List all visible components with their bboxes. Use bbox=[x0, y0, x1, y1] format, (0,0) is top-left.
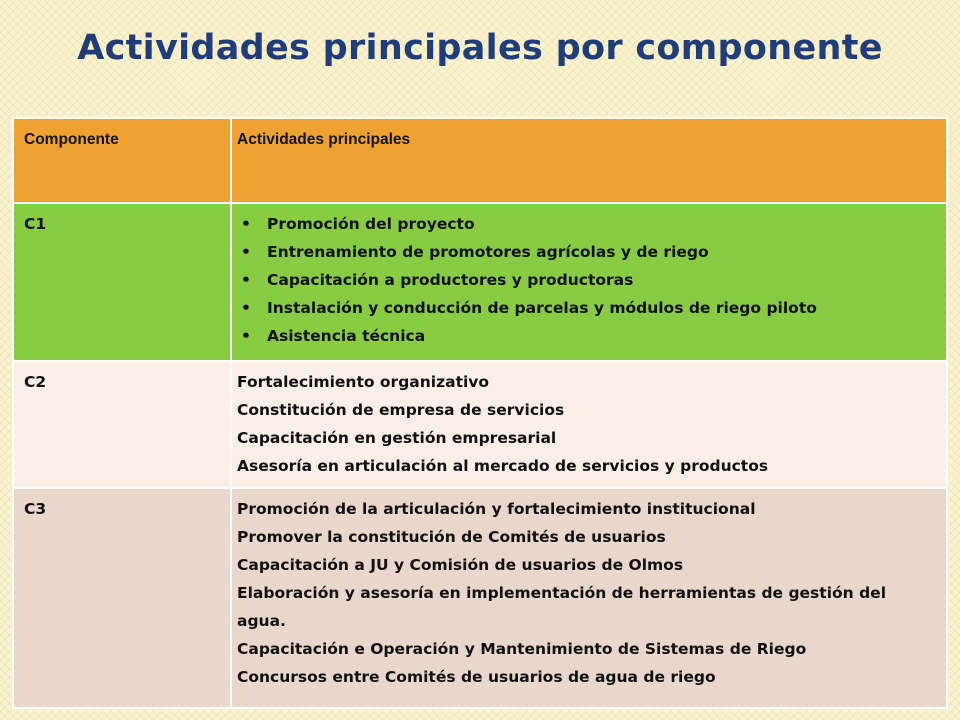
bullet-icon: • bbox=[241, 271, 251, 289]
list-item: • Capacitación a productores y productoras bbox=[237, 266, 938, 294]
component-cell: C3 bbox=[13, 488, 231, 708]
list-item: • Instalación y conducción de parcelas y módulos de riego piloto bbox=[237, 294, 938, 322]
activity-line: Promoción de la articulación y fortalecimiento institucional bbox=[237, 500, 756, 518]
activities-cell bbox=[231, 203, 947, 361]
activity-line: Capacitación e Operación y Mantenimiento de Sistemas de Riego bbox=[237, 640, 807, 658]
activity-line: Elaboración y asesoría en implementación de herramientas de gestión del agua. bbox=[237, 584, 887, 630]
header-component: Componente bbox=[13, 118, 231, 203]
header-activities: Actividades principales bbox=[231, 118, 947, 203]
activities-cell bbox=[231, 488, 947, 708]
list-item: • Asistencia técnica bbox=[237, 322, 938, 350]
activity-line: Concursos entre Comités de usuarios de agua de riego bbox=[237, 668, 716, 686]
bullet-icon: • bbox=[241, 243, 251, 261]
component-cell: C1 bbox=[13, 203, 231, 361]
table-row bbox=[13, 203, 947, 361]
activities-cell bbox=[231, 361, 947, 488]
bullet-icon: • bbox=[241, 215, 251, 233]
activity-line: Constitución de empresa de servicios bbox=[237, 401, 565, 419]
activities-table bbox=[12, 117, 948, 709]
list-item: • Entrenamiento de promotores agrícolas y de riego bbox=[237, 238, 938, 266]
activity-line: Asesoría en articulación al mercado de servicios y productos bbox=[237, 457, 769, 475]
activities-list bbox=[237, 210, 938, 350]
activity-line: Capacitación a JU y Comisión de usuarios de Olmos bbox=[237, 556, 684, 574]
bullet-icon: • bbox=[241, 299, 251, 317]
slide-title: Actividades principales por componente bbox=[77, 28, 883, 68]
activity-line: Fortalecimiento organizativo bbox=[237, 373, 490, 391]
table-row bbox=[13, 361, 947, 488]
table-header-row bbox=[13, 118, 947, 203]
bullet-icon: • bbox=[241, 327, 251, 345]
table-row bbox=[13, 488, 947, 708]
activity-line: Promover la constitución de Comités de usuarios bbox=[237, 528, 666, 546]
list-item: • Promoción del proyecto bbox=[237, 210, 938, 238]
activity-line: Capacitación en gestión empresarial bbox=[237, 429, 557, 447]
component-cell: C2 bbox=[13, 361, 231, 488]
